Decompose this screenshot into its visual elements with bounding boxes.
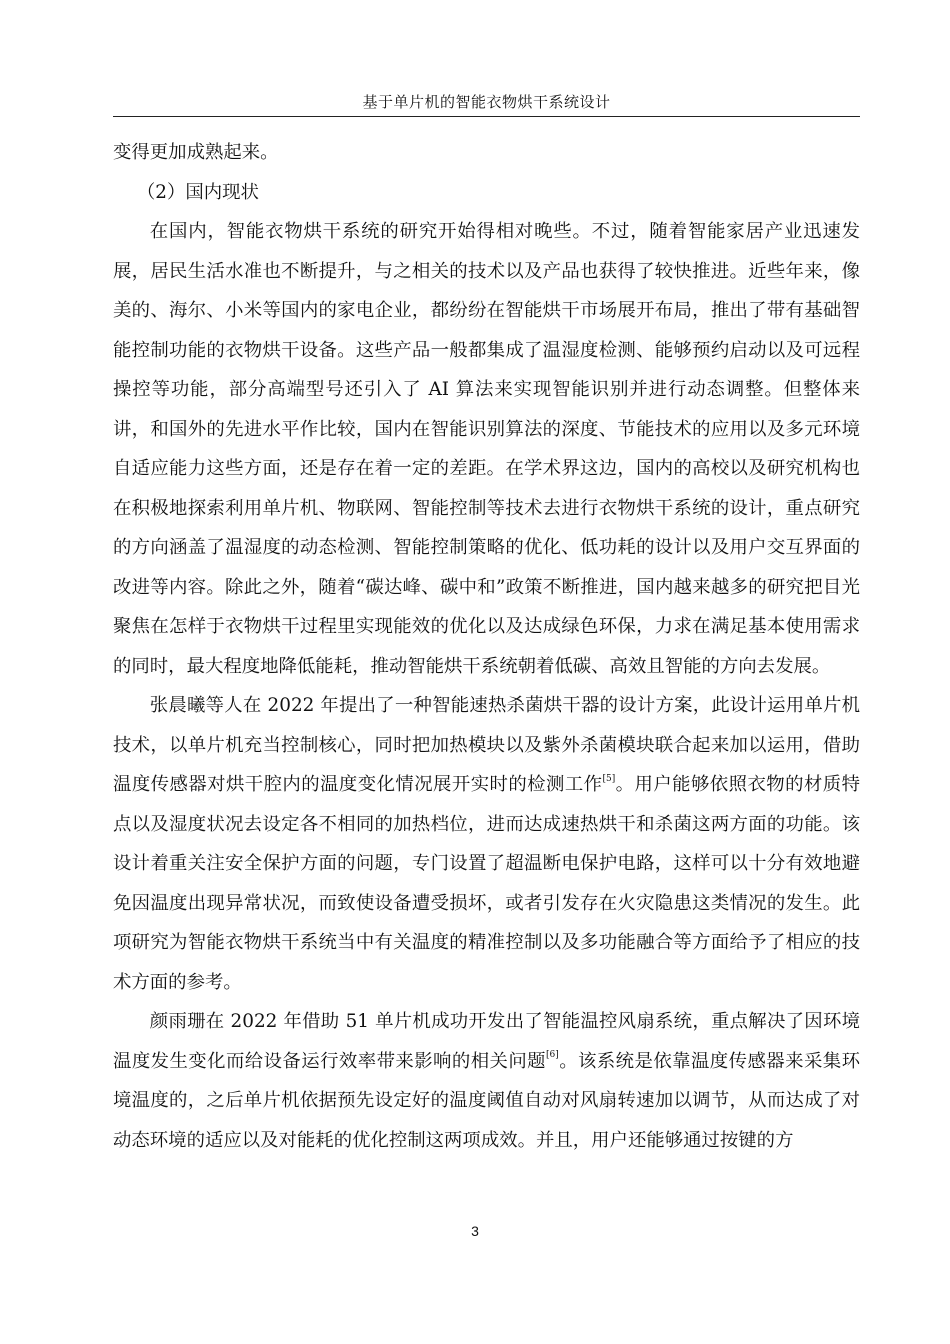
paragraph-text: 张晨曦等人在 2022 年提出了一种智能速热杀菌烘干器的设计方案，此设计运用单片机技术，以单片机充当控制核心，同时把加热模块以及紫外杀菌模块联合起来加以运用，借助温度传感器对烘干腔内的温度变化情况展开实时的检测工作 bbox=[113, 695, 860, 795]
citation-5: [5] bbox=[602, 773, 616, 784]
paragraph-text: 。该系统是依靠温度传感器来采集环境温度的，之后单片机依据预先设定好的温度阈值自动对风扇转速加以调节，从而达成了对动态环境的适应以及对能耗的优化控制这两项成效。并且，用户还能够通过按键的方 bbox=[113, 1050, 860, 1151]
paragraph-text: 颜雨珊在 2022 年借助 51 单片机成功开发出了智能温控风扇系统，重点解决了因环境温度发生变化而给设备运行效率带来影响的相关问题 bbox=[113, 1011, 860, 1072]
section-heading: （2）国内现状 bbox=[136, 181, 259, 203]
header-rule bbox=[113, 116, 860, 117]
running-header: 基于单片机的智能衣物烘干系统设计 bbox=[362, 93, 611, 111]
page-number: 3 bbox=[471, 1223, 479, 1239]
paragraph-zhang-chenxi bbox=[113, 686, 860, 1002]
continuation-line: 变得更加成熟起来。 bbox=[113, 142, 279, 163]
paragraph-text: 。用户能够依照衣物的材质特点以及湿度状况去设定各不相同的加热档位，进而达成速热烘干和杀菌这两方面的功能。该设计着重关注安全保护方面的问题，专门设置了超温断电保护电路，这样可以十分有效地避免因温度出现异常状况，而致使设备遭受损坏，或者引发存在火灾隐患这类情况的发生。此项研究为智能衣物烘干系统当中有关温度的精准控制以及多功能融合等方面给予了相应的技术方面的参考。 bbox=[113, 774, 860, 993]
paragraph-domestic-status: 在国内，智能衣物烘干系统的研究开始得相对晚些。不过，随着智能家居产业迅速发展，居民生活水准也不断提升，与之相关的技术以及产品也获得了较快推进。近些年来，像美的、海尔、小米等国内的家电企业，都纷纷在智能烘干市场展开布局，推出了带有基础智能控制功能的衣物烘干设备。这些产品一般都集成了温湿度检测、能够预约启动以及可远程操控等功能，部分高端型号还引入了 AI 算法来实现智能识别并进行动态调整。但整体来讲，和国外的先进水平作比较，国内在智能识别算法的深度、节能技术的应用以及多元环境自适应能力这些方面，还是存在着一定的差距。在学术界这边，国内的高校以及研究机构也在积极地探索利用单片机、物联网、智能控制等技术去进行衣物烘干系统的设计，重点研究的方向涵盖了温湿度的动态检测、智能控制策略的优化、低功耗的设计以及用户交互界面的改进等内容。除此之外，随着“碳达峰、碳中和”政策不断推进，国内越来越多的研究把目光聚焦在怎样于衣物烘干过程里实现能效的优化以及达成绿色环保，力求在满足基本使用需求的同时，最大程度地降低能耗，推动智能烘干系统朝着低碳、高效且智能的方向去发展。 bbox=[113, 221, 860, 677]
paragraph-yan-yushan bbox=[113, 1002, 860, 1160]
body-text bbox=[113, 133, 860, 1160]
citation-6: [6] bbox=[546, 1050, 559, 1061]
